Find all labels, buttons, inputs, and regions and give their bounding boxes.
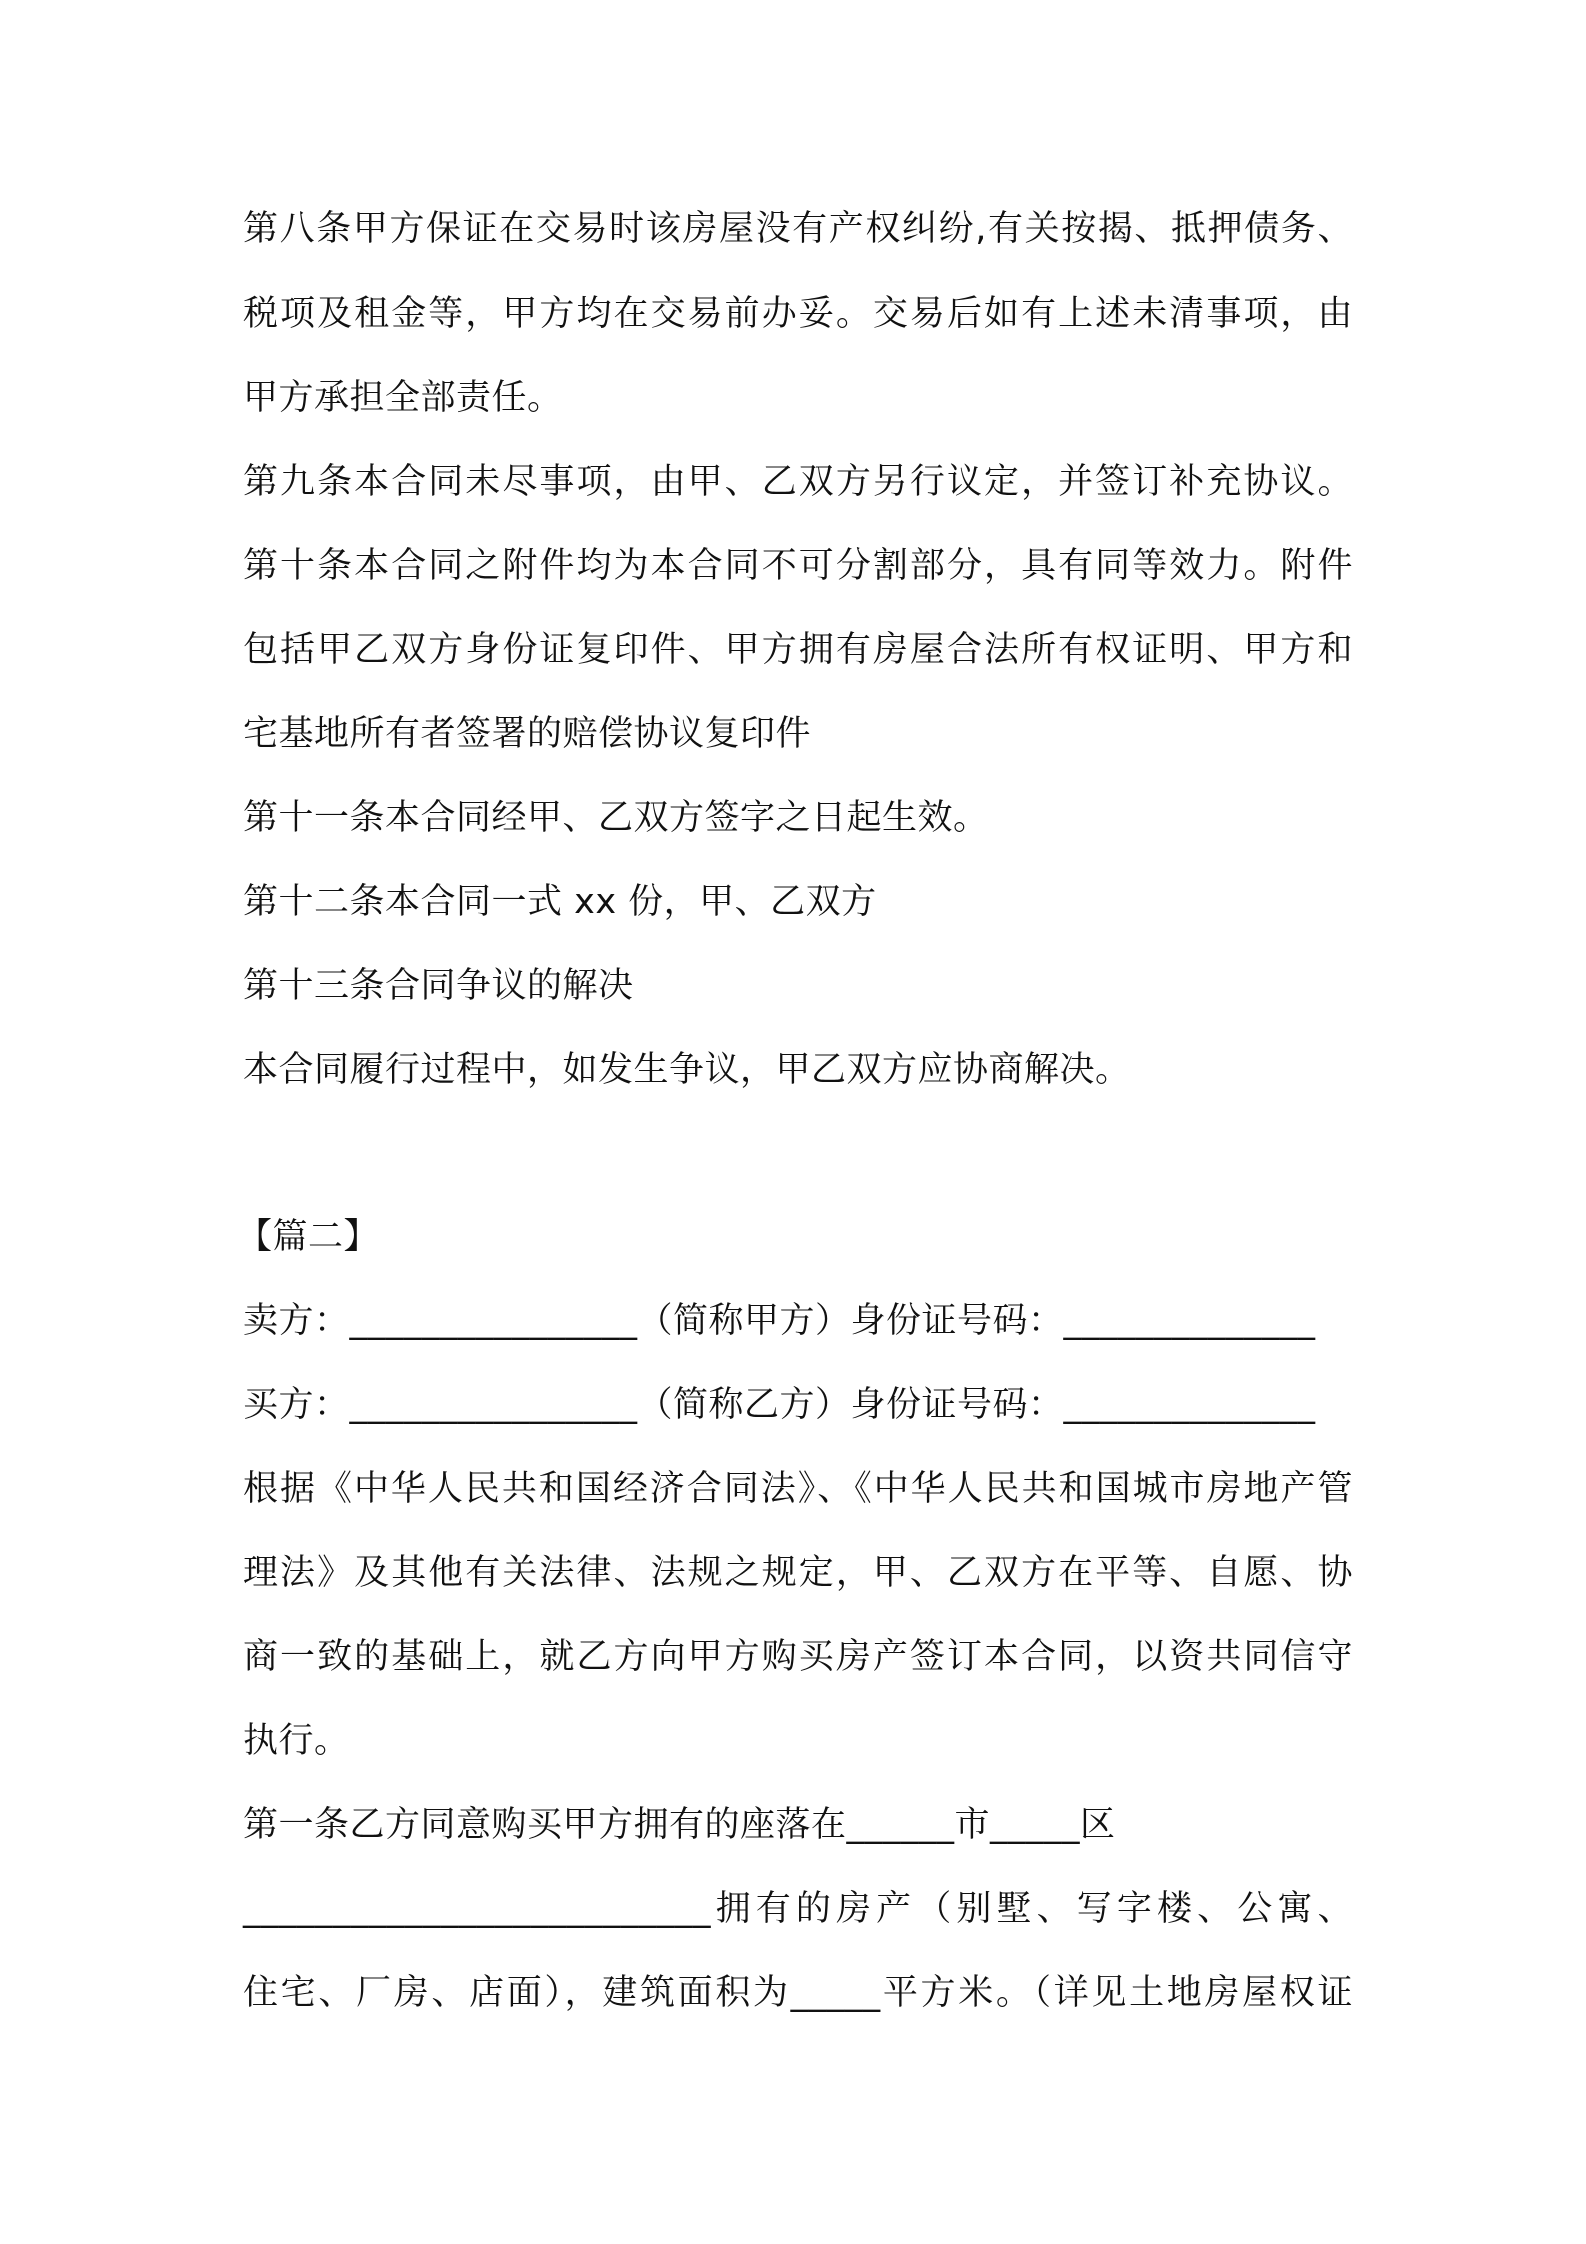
clause-8-line-2: 税项及租金等，甲方均在交易前办妥。交易后如有上述未清事项，由 — [243, 294, 1353, 334]
clause-13-title: 第十三条合同争议的解决 — [243, 966, 634, 1006]
clause-1-line-2: __________________________拥有的房产（别墅、写字楼、公寓、 — [243, 1889, 1353, 1929]
clause-1-line-3: 住宅、厂房、店面），建筑面积为_____平方米。（详见土地房屋权证 — [243, 1973, 1353, 2013]
preamble-line-2: 理法》及其他有关法律、法规之规定，甲、乙双方在平等、自愿、协 — [243, 1553, 1353, 1593]
clause-10-line-2: 包括甲乙双方身份证复印件、甲方拥有房屋合法所有权证明、甲方和 — [243, 630, 1353, 670]
clause-13-body: 本合同履行过程中，如发生争议，甲乙双方应协商解决。 — [243, 1050, 1131, 1090]
clause-8-line-1: 第八条甲方保证在交易时该房屋没有产权纠纷,有关按揭、抵押债务、 — [243, 209, 1353, 249]
clause-10-line-1: 第十条本合同之附件均为本合同不可分割部分，具有同等效力。附件 — [243, 546, 1353, 586]
clause-1-line-1: 第一条乙方同意购买甲方拥有的座落在______市_____区 — [243, 1805, 1116, 1845]
clause-9: 第九条本合同未尽事项，由甲、乙双方另行议定，并签订补充协议。 — [243, 462, 1353, 502]
buyer-line: 买方：________________（简称乙方）身份证号码：______________ — [243, 1385, 1316, 1425]
clause-11: 第十一条本合同经甲、乙双方签字之日起生效。 — [243, 798, 989, 838]
seller-line: 卖方：________________（简称甲方）身份证号码：______________ — [243, 1301, 1316, 1341]
clause-12: 第十二条本合同一式 xx 份，甲、乙双方 — [243, 882, 877, 922]
preamble-line-3: 商一致的基础上，就乙方向甲方购买房产签订本合同，以资共同信守 — [243, 1637, 1353, 1677]
section-heading: 【篇二】 — [237, 1217, 380, 1257]
clause-10-line-3: 宅基地所有者签署的赔偿协议复印件 — [243, 714, 812, 754]
clause-8-line-3: 甲方承担全部责任。 — [243, 378, 563, 418]
preamble-line-1: 根据《中华人民共和国经济合同法》、《中华人民共和国城市房地产管 — [243, 1469, 1353, 1509]
preamble-line-4: 执行。 — [243, 1721, 350, 1761]
